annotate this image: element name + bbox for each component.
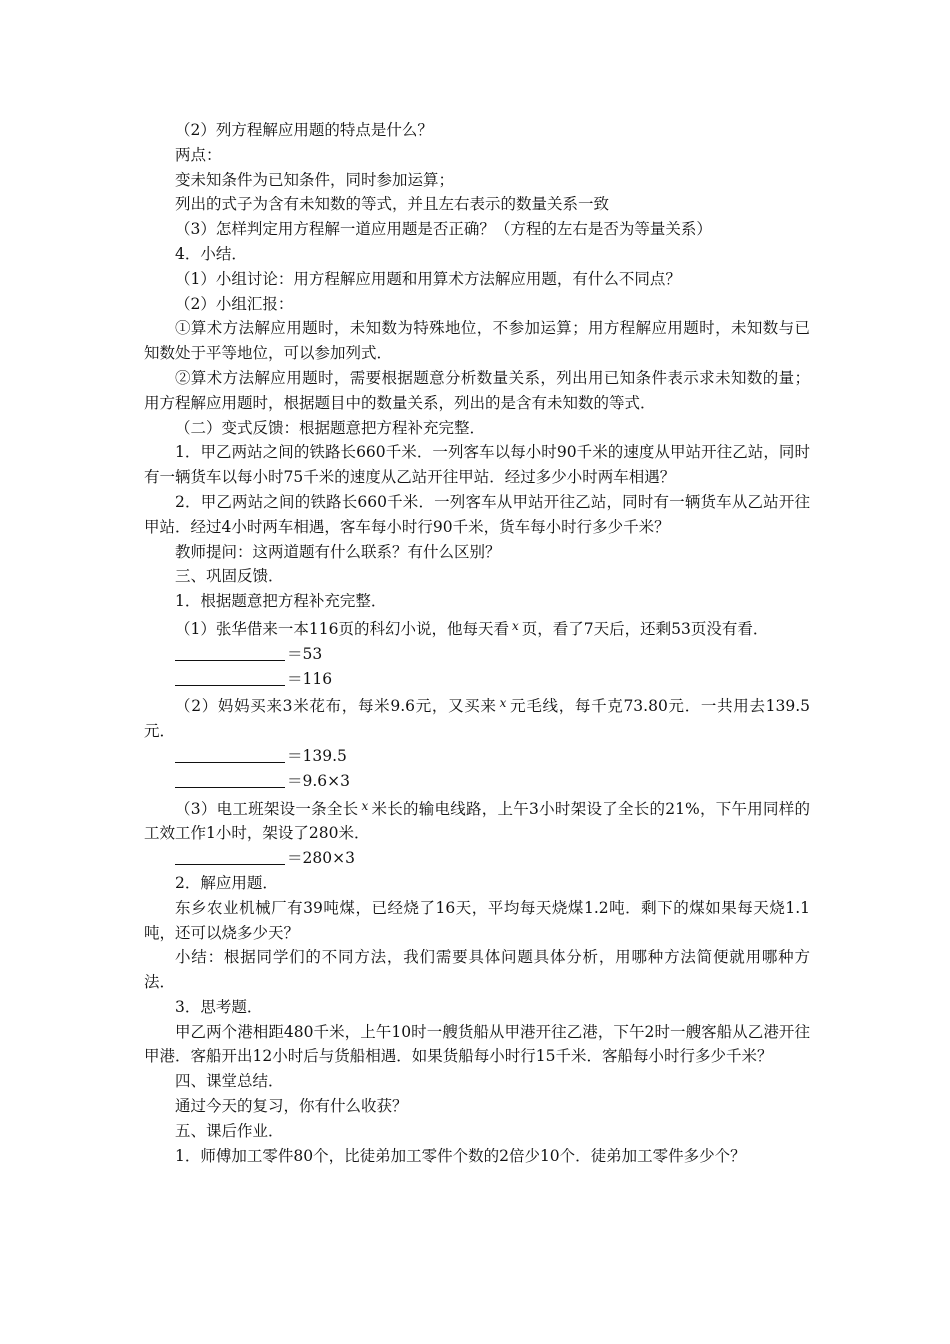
paragraph: ②算术方法解应用题时，需要根据题意分析数量关系，列出用已知条件表示求未知数的量；用方程解应用题时，根据题目中的数量关系，列出的是含有未知数的等式． bbox=[144, 368, 810, 412]
section-heading: 3．思考题． bbox=[175, 997, 263, 1016]
document-body bbox=[144, 118, 810, 1168]
paragraph: 列出的式子为含有未知数的等式，并且左右表示的数量关系一致 bbox=[175, 195, 610, 214]
text-segment: （1）张华借来一本116页的科幻小说，他每天看 bbox=[175, 619, 509, 638]
equation-rhs: ＝139.5 bbox=[287, 746, 347, 765]
paragraph: 东乡农业机械厂有39吨煤，已经烧了16天，平均每天烧煤1.2吨．剩下的煤如果每天烧1.1吨，还可以烧多少天？ bbox=[144, 898, 810, 942]
equation-line bbox=[144, 667, 810, 692]
equation-rhs: ＝116 bbox=[287, 669, 333, 688]
paragraph: ①算术方法解应用题时，未知数为特殊地位，不参加运算；用方程解应用题时，未知数与已知数处于平等地位，可以参加列式． bbox=[144, 319, 810, 363]
section-heading: 五、课后作业． bbox=[175, 1121, 284, 1140]
paragraph: 小结：根据同学们的不同方法，我们需要具体问题具体分析，用哪种方法简便就用哪种方法． bbox=[144, 948, 810, 992]
answer-blank[interactable] bbox=[175, 747, 285, 763]
section-heading: （二）变式反馈：根据题意把方程补充完整． bbox=[175, 418, 486, 437]
text-segment: 页，看了7天后，还剩53页没有看． bbox=[521, 619, 769, 638]
paragraph: 2．甲乙两站之间的铁路长660千米．一列客车从甲站开往乙站，同时有一辆货车从乙站开往甲站．经过4小时两车相遇，客车每小时行90千米，货车每小时行多少千米？ bbox=[144, 492, 810, 536]
text-segment: 米长的输电线路，上午3小时架设了全长的21%，下午用同样的工效工作1小时，架设了280米． bbox=[144, 799, 810, 843]
answer-blank[interactable] bbox=[175, 645, 285, 661]
paragraph: 1．师傅加工零件80个，比徒弟加工零件个数的2倍少10个．徒弟加工零件多少个？ bbox=[175, 1146, 746, 1165]
paragraph: （1）小组讨论：用方程解应用题和用算术方法解应用题，有什么不同点？ bbox=[175, 269, 681, 288]
section-heading: 三、巩固反馈． bbox=[175, 567, 284, 586]
paragraph: 甲乙两个港相距480千米，上午10时一艘货船从甲港开往乙港，下午2时一艘客船从乙港开往甲港．客船开出12小时后与货船相遇．如果货船每小时行15千米．客船每小时行多少千米？ bbox=[144, 1022, 810, 1066]
paragraph: 1．甲乙两站之间的铁路长660千米．一列客车以每小时90千米的速度从甲站开往乙站，同时有一辆货车以每小时75千米的速度从乙站开往甲站．经过多少小时两车相遇？ bbox=[144, 443, 810, 487]
equation-rhs: ＝280×3 bbox=[287, 849, 355, 868]
text-segment: （3）电工班架设一条全长 bbox=[175, 799, 359, 818]
paragraph bbox=[144, 794, 810, 847]
paragraph: 教师提问：这两道题有什么联系？有什么区别？ bbox=[175, 542, 501, 561]
equation-rhs: ＝53 bbox=[287, 644, 323, 663]
equation-line bbox=[144, 846, 810, 871]
paragraph: （2）小组汇报： bbox=[175, 294, 294, 313]
answer-blank[interactable] bbox=[175, 849, 285, 865]
variable-x: x bbox=[511, 618, 519, 633]
paragraph bbox=[144, 614, 810, 642]
paragraph: 通过今天的复习，你有什么收获？ bbox=[175, 1097, 408, 1116]
equation-line bbox=[144, 642, 810, 667]
paragraph: （2）列方程解应用题的特点是什么？ bbox=[175, 121, 433, 139]
section-heading: 四、课堂总结． bbox=[175, 1072, 284, 1091]
paragraph: 变未知条件为已知条件，同时参加运算； bbox=[175, 170, 455, 189]
equation-line bbox=[144, 769, 810, 794]
paragraph: （3）怎样判定用方程解一道应用题是否正确？（方程的左右是否为等量关系） bbox=[175, 220, 712, 239]
text-segment: 元毛线，每千克73.80元．一共用去139.5元． bbox=[144, 697, 811, 741]
section-heading: 2．解应用题． bbox=[175, 873, 278, 892]
answer-blank[interactable] bbox=[175, 670, 285, 686]
text-segment: （2）妈妈买来3米花布，每米9.6元，又买来 bbox=[175, 697, 497, 716]
paragraph bbox=[144, 691, 810, 744]
section-heading: 4．小结． bbox=[175, 244, 247, 263]
paragraph: 两点： bbox=[175, 145, 222, 164]
variable-x: x bbox=[361, 798, 369, 813]
paragraph: 1．根据题意把方程补充完整． bbox=[175, 592, 387, 611]
variable-x: x bbox=[499, 696, 507, 711]
answer-blank[interactable] bbox=[175, 772, 285, 788]
equation-rhs: ＝9.6×3 bbox=[287, 771, 350, 790]
equation-line bbox=[144, 744, 810, 769]
